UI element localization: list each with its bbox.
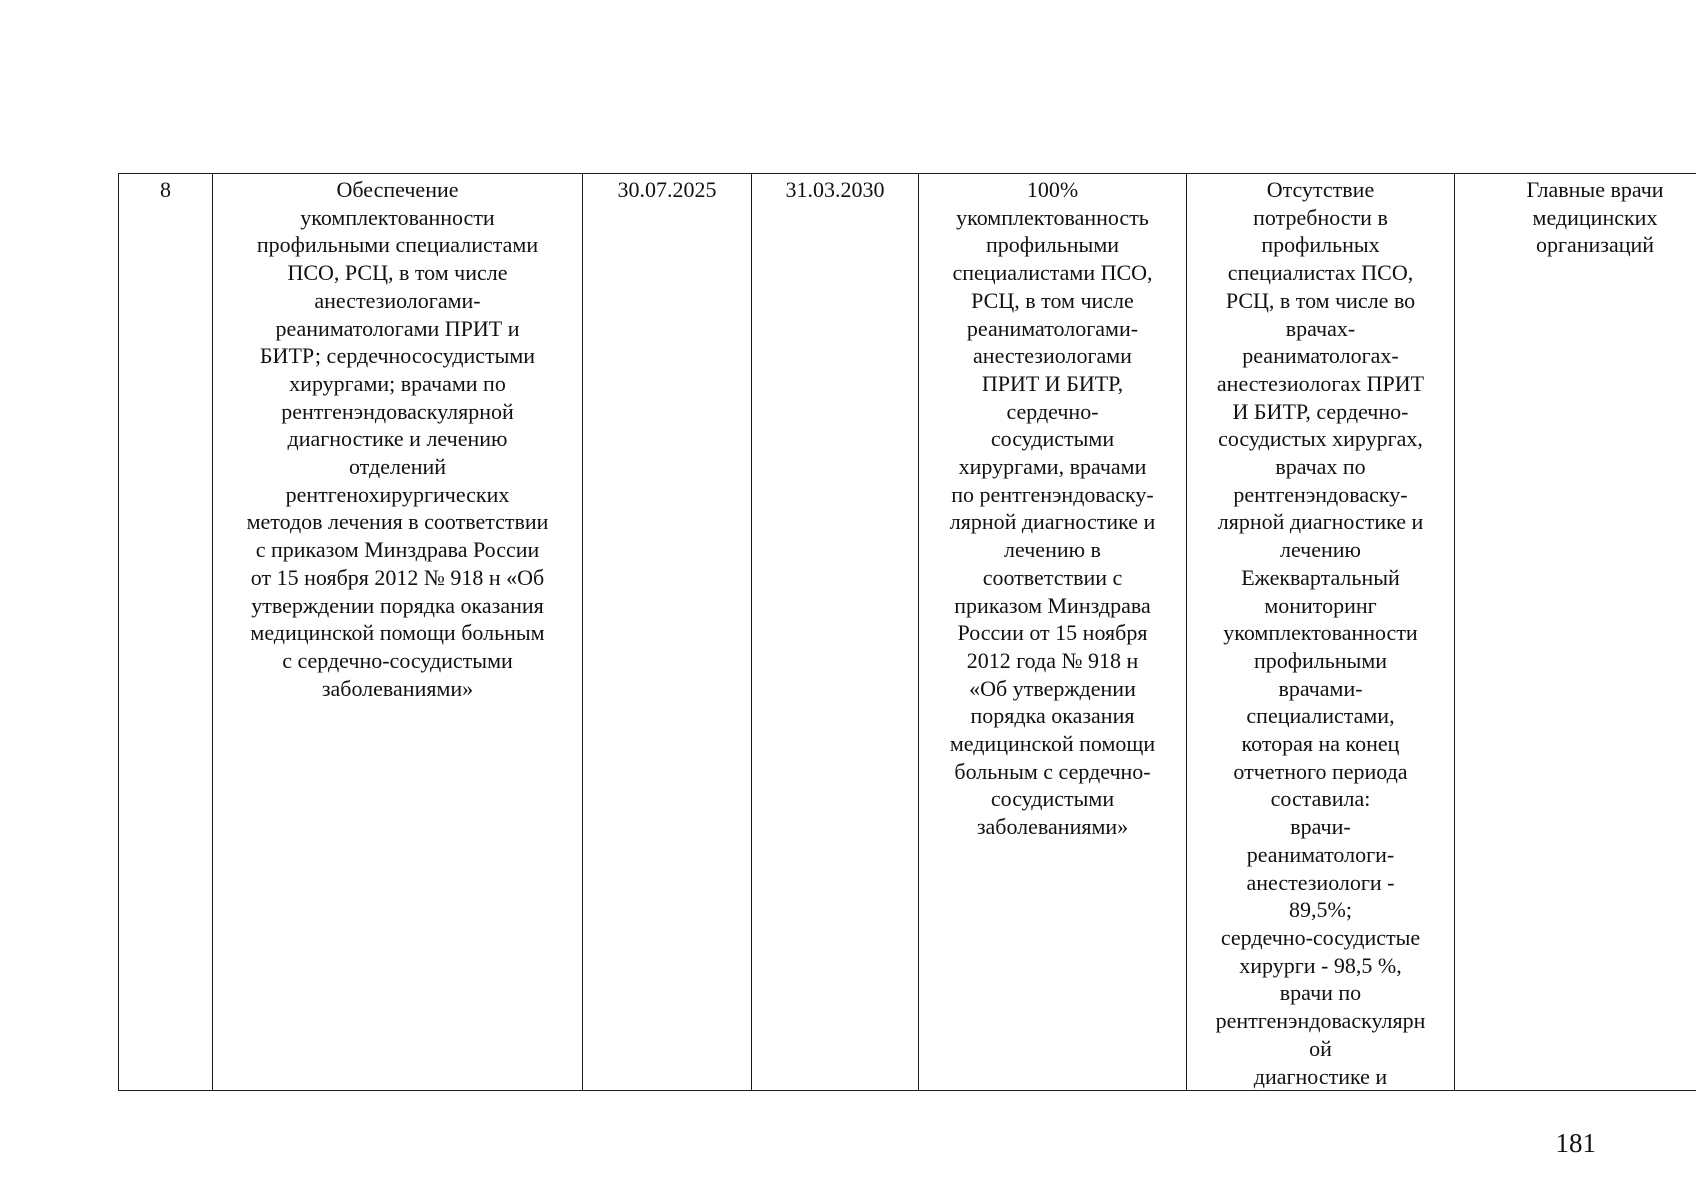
control-indicator-cell	[1187, 174, 1455, 1091]
result-text-line: порядка оказания	[970, 703, 1135, 729]
responsible-text-line: медицинских	[1532, 204, 1658, 230]
control-text-line: которая на конец	[1241, 731, 1400, 757]
row-number: 8	[160, 177, 171, 202]
result-text-line: анестезиологами	[973, 343, 1132, 369]
control-text-line: ой	[1309, 1035, 1332, 1061]
result-text-line: хирургами, врачами	[958, 454, 1147, 480]
result-text-line: России от 15 ноября	[957, 620, 1148, 646]
responsible-text-line: Главные врачи	[1526, 177, 1664, 202]
result-text-line: лечению в	[1004, 537, 1101, 563]
event-text-line: анестезиологами-	[314, 287, 481, 313]
result-text-line: медицинской помощи	[949, 731, 1156, 757]
control-text-line: анестезиологи -	[1246, 869, 1395, 895]
control-text-line: составила:	[1270, 786, 1371, 812]
event-text-line: медицинской помощи больным	[250, 620, 545, 646]
end-date-cell	[752, 174, 919, 1091]
control-text-line: врачах по	[1275, 454, 1366, 480]
event-text-line: Обеспечение	[336, 177, 459, 202]
result-text-line: укомплектованность	[956, 204, 1149, 230]
result-text-line: ПРИТ И БИТР,	[981, 370, 1124, 396]
event-text-line: укомплектованности	[300, 204, 495, 230]
start-date: 30.07.2025	[617, 177, 717, 202]
expected-result-cell	[919, 174, 1187, 1091]
control-text-line: врачами-	[1278, 675, 1363, 701]
table-row	[119, 174, 1696, 1091]
event-text-line: БИТР; сердечнососудистыми	[259, 343, 536, 369]
control-text-line: потребности в	[1253, 204, 1388, 230]
control-text-line: врачи по	[1279, 980, 1362, 1006]
result-text-line: РСЦ, в том числе	[971, 287, 1134, 313]
control-text-line: РСЦ, в том числе во	[1225, 287, 1416, 313]
measures-table	[118, 173, 1696, 1091]
event-text-line: хирургами; врачами по	[289, 370, 506, 396]
event-text-line: утверждении порядка оказания	[251, 592, 544, 618]
event-text-line: ПСО, РСЦ, в том числе	[287, 260, 508, 286]
event-text-line: от 15 ноября 2012 № 918 н «Об	[250, 564, 545, 590]
result-text-line: больным с сердечно-	[954, 758, 1151, 784]
event-text-line: рентгенэндоваскулярной	[281, 398, 514, 424]
row-number-cell	[119, 174, 213, 1091]
result-text-line: «Об утверждении	[969, 675, 1136, 701]
result-text-line: сосудистыми	[990, 786, 1115, 812]
control-text-line: врачи-	[1290, 814, 1351, 840]
result-text-line: заболеваниями»	[976, 814, 1129, 840]
control-text-line: Отсутствие	[1266, 177, 1375, 202]
result-text-line: 2012 года № 918 н	[966, 647, 1139, 673]
control-text-line: профильных	[1261, 232, 1380, 258]
page-number: 181	[1555, 1128, 1596, 1158]
result-text-line: приказом Минздрава	[954, 592, 1151, 618]
control-text-line: профильными	[1253, 647, 1388, 673]
control-text-line: отчетного периода	[1233, 758, 1408, 784]
event-description-cell	[213, 174, 583, 1091]
control-text-line: лечению	[1279, 537, 1361, 563]
start-date-cell	[583, 174, 752, 1091]
control-text-line: рентгенэндоваскулярн	[1215, 1008, 1426, 1034]
control-text-line: 89,5%;	[1289, 897, 1352, 923]
event-text-line: профильными специалистами	[256, 232, 539, 258]
control-text-line: мониторинг	[1264, 592, 1377, 618]
control-text-line: реаниматологи-	[1246, 841, 1395, 867]
event-text-line: реаниматологами ПРИТ и	[275, 315, 520, 341]
end-date: 31.03.2030	[785, 177, 885, 202]
event-text-line: с сердечно-сосудистыми	[282, 647, 513, 673]
control-text-line: специалистах ПСО,	[1227, 260, 1414, 286]
result-text-line: профильными	[985, 232, 1120, 258]
result-text-line: реаниматологами-	[966, 315, 1139, 341]
control-text-line: сосудистых хирургах,	[1218, 426, 1423, 452]
result-text-line: сердечно-	[1006, 398, 1099, 424]
control-text-line: И БИТР, сердечно-	[1232, 398, 1409, 424]
control-text-line: анестезиологах ПРИТ	[1216, 370, 1425, 396]
control-text-line: рентгенэндоваску-	[1233, 481, 1408, 507]
control-text-line: Ежеквартальный	[1241, 564, 1400, 590]
control-text-line: лярной диагностике и	[1217, 509, 1424, 535]
result-text-line: специалистами ПСО,	[952, 260, 1153, 286]
control-text-line: сердечно-сосудистые	[1220, 924, 1421, 950]
responsible-text-line: организаций	[1535, 232, 1655, 258]
result-text-line: соответствии с	[982, 564, 1123, 590]
event-text-line: методов лечения в соответствии	[246, 509, 549, 535]
event-text-line: отделений	[348, 454, 447, 480]
result-text-line: по рентгенэндоваску-	[951, 481, 1154, 507]
control-text-line: хирурги - 98,5 %,	[1239, 952, 1402, 978]
result-text-line: лярной диагностике и	[949, 509, 1156, 535]
control-text-line: укомплектованности	[1223, 620, 1418, 646]
event-text-line: рентгенохирургических	[285, 481, 510, 507]
event-text-line: с приказом Минздрава России	[255, 537, 540, 563]
control-text-line: диагностике и	[1253, 1063, 1388, 1089]
control-text-line: специалистами,	[1246, 703, 1395, 729]
event-text-line: диагностике и лечению	[287, 426, 508, 452]
responsible-cell	[1455, 174, 1696, 1091]
control-text-line: реаниматологах-	[1242, 343, 1399, 369]
event-text-line: заболеваниями»	[321, 675, 474, 701]
result-text-line: 100%	[1026, 177, 1079, 202]
result-text-line: сосудистыми	[990, 426, 1115, 452]
control-text-line: врачах-	[1285, 315, 1356, 341]
